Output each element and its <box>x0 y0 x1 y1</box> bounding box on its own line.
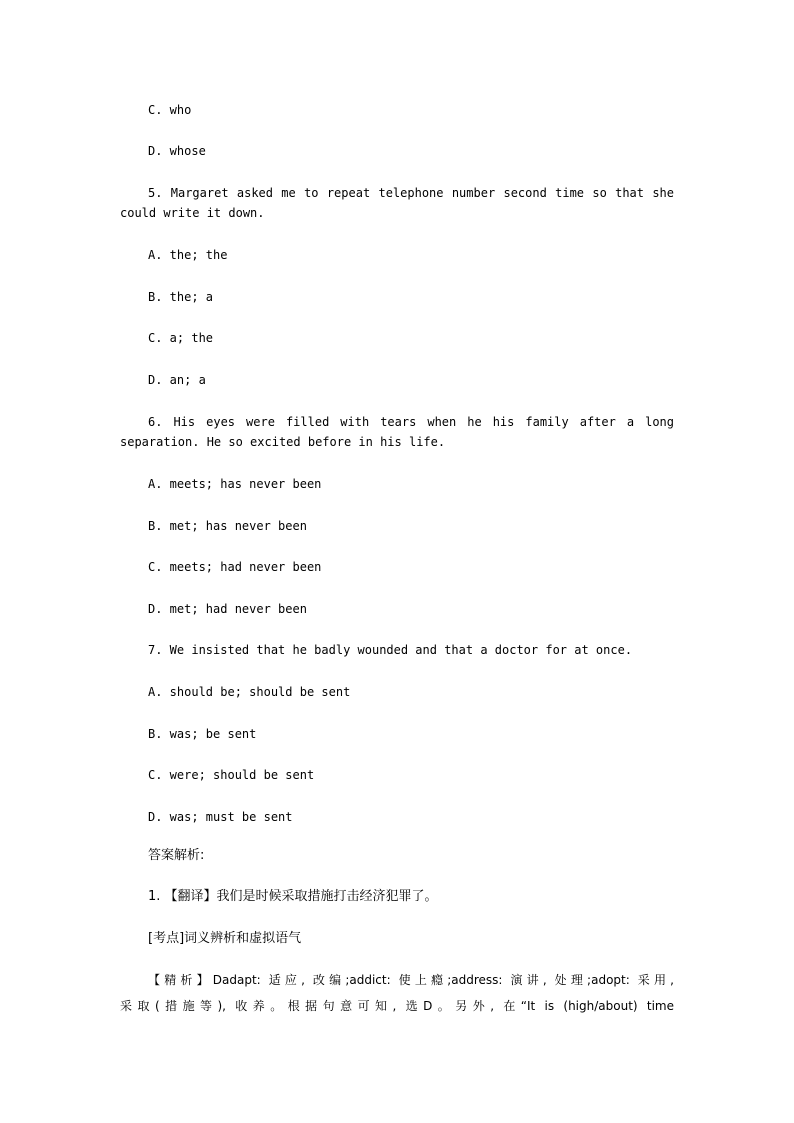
q7-stem: 7. We insisted that he badly wounded and that a doctor for at once. <box>148 643 633 657</box>
q5-stem <box>120 183 674 223</box>
q5-option-d: D. an; a <box>148 373 206 387</box>
answer-1-jingxi-line2: 采取(措施等), 收养。根据句意可知, 选D。另外, 在“It is (high/about) time <box>120 999 674 1013</box>
q4-option-c: C. who <box>148 103 192 117</box>
q6-option-a: A. meets; has never been <box>148 477 322 491</box>
q5-option-c: C. a; the <box>148 331 214 345</box>
q5-option-a: A. the; the <box>148 248 228 262</box>
answer-1-translation: 1. 【翻译】我们是时候采取措施打击经济犯罪了。 <box>148 889 438 904</box>
q5-stem-line2: could write it down. <box>120 206 265 220</box>
answer-1-kaodian: [考点]词义辨析和虚拟语气 <box>148 931 302 946</box>
q6-stem-line2: separation. He so excited before in his life. <box>120 435 446 449</box>
q6-option-c: C. meets; had never been <box>148 560 322 574</box>
q7-option-a: A. should be; should be sent <box>148 685 351 699</box>
q4-option-d: D. whose <box>148 144 206 158</box>
answer-1-jingxi <box>120 967 674 1019</box>
q6-stem <box>120 412 674 452</box>
answers-heading: 答案解析: <box>148 848 205 863</box>
q5-stem-line1: 5. Margaret asked me to repeat telephone number second time so that she <box>148 186 674 200</box>
answer-1-jingxi-line1: 【精析】Dadapt: 适应, 改编;addict: 使上瘾;address: 演讲, 处理;adopt: 采用, <box>148 973 674 987</box>
q6-stem-line1: 6. His eyes were filled with tears when he his family after a long <box>148 415 674 429</box>
q5-option-b: B. the; a <box>148 290 214 304</box>
q7-option-d: D. was; must be sent <box>148 810 293 824</box>
q7-option-b: B. was; be sent <box>148 727 257 741</box>
q7-option-c: C. were; should be sent <box>148 768 315 782</box>
q6-option-b: B. met; has never been <box>148 519 307 533</box>
q6-option-d: D. met; had never been <box>148 602 307 616</box>
